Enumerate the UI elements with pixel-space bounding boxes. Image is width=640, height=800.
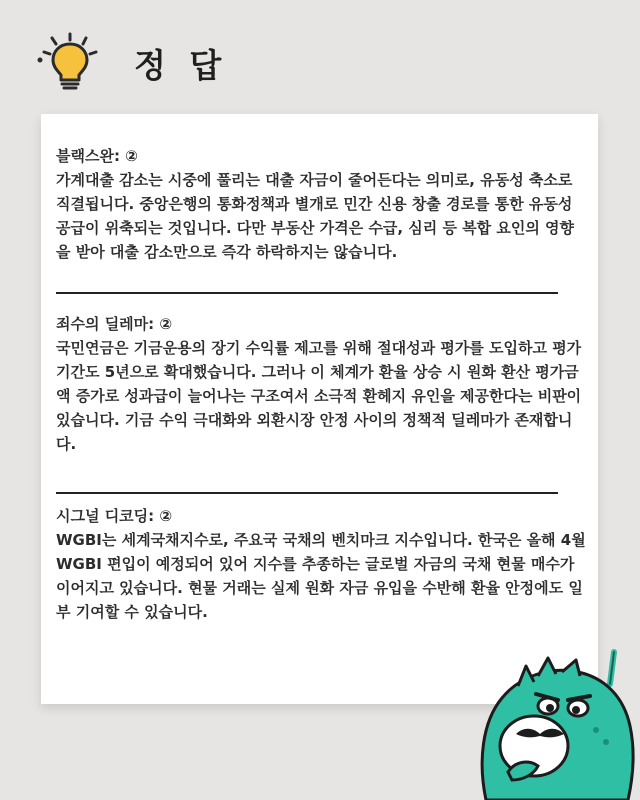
section-divider [56, 292, 558, 294]
section-text-line: 액 증가로 성과급이 늘어나는 구조여서 소극적 환헤지 유인을 제공한다는 비판이 [56, 387, 582, 405]
section-text-line: 있습니다. 기금 수익 극대화와 외환시장 안정 사이의 정책적 딜레마가 존재합니 [56, 411, 573, 429]
section-text-line: 을 받아 대출 감소만으로 즉각 하락하지는 않습니다. [56, 243, 398, 261]
lightbulb-icon [28, 30, 100, 94]
section-title: 시그널 디코딩: ② [56, 507, 173, 525]
header [28, 30, 328, 90]
section-title: 블랙스완: ② [56, 147, 138, 165]
section-text-line: WGBI는 세계국채지수로, 주요국 국채의 벤치마크 지수입니다. 한국은 올해 4월 [56, 531, 586, 549]
section-text-line: 이어지고 있습니다. 현물 거래는 실제 원화 자금 유입을 수반해 환율 안정에도 일 [56, 579, 583, 597]
section-text-line: 부 기여할 수 있습니다. [56, 603, 208, 621]
answer-section-black-swan [56, 144, 596, 264]
section-text-line: 공급이 위축되는 것입니다. 다만 부동산 가격은 수급, 심리 등 복합 요인의 영향 [56, 219, 575, 237]
answer-section-prisoners-dilemma [56, 312, 596, 456]
section-text-line: 국민연금은 기금운용의 장기 수익률 제고를 위해 절대성과 평가를 도입하고 평가 [56, 339, 582, 357]
section-text-line: 가계대출 감소는 시중에 풀리는 대출 자금이 줄어든다는 의미로, 유동성 축소로 [56, 171, 573, 189]
section-title: 죄수의 딜레마: ② [56, 315, 173, 333]
section-text-line: 기간도 5년으로 확대했습니다. 그러나 이 체계가 환율 상승 시 원화 환산 평가금 [56, 363, 579, 381]
section-text-line: 직결됩니다. 중앙은행의 통화정책과 별개로 민간 신용 창출 경로를 통한 유동성 [56, 195, 573, 213]
mascot-illustration [468, 642, 640, 800]
section-divider [56, 492, 558, 494]
section-text-line: WGBI 편입이 예정되어 있어 지수를 추종하는 글로벌 자금의 국채 현물 매수가 [56, 555, 575, 573]
section-text-line: 다. [56, 435, 77, 453]
page-title: 정 답 [134, 46, 228, 85]
answer-section-signal-decoding [56, 504, 596, 624]
